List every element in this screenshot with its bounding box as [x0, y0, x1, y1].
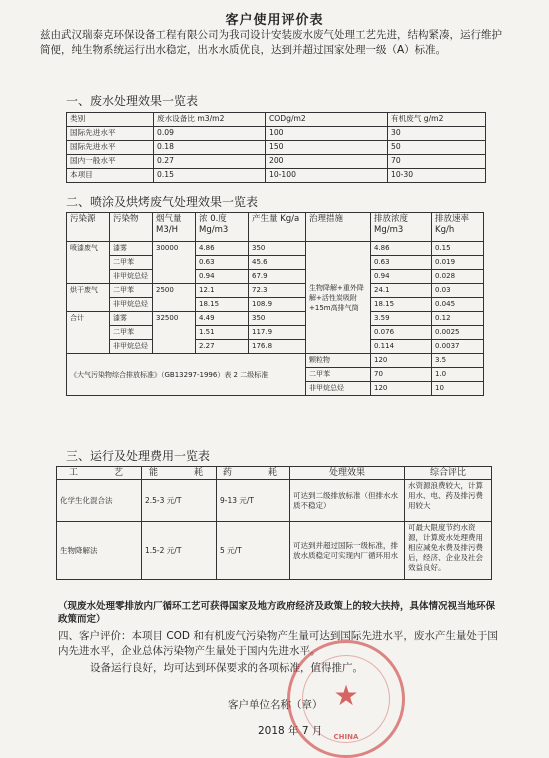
table-header-row: [57, 467, 492, 480]
cell: 150: [266, 141, 388, 155]
table-row: [67, 284, 484, 298]
cell: 200: [266, 155, 388, 169]
header-cell: 烟气量 M3/H: [153, 213, 196, 242]
cost-table: [56, 466, 492, 580]
cell: 非甲烷总烃: [110, 340, 153, 354]
cell: 二甲苯: [306, 368, 371, 382]
header-cell: 排放浓度 Mg/m3: [371, 213, 432, 242]
cell: 3.59: [371, 312, 432, 326]
cell: 120: [371, 354, 432, 368]
header-cell: 污染源: [67, 213, 110, 242]
section2-heading: 二、喷涂及烘烤废气处理效果一览表: [66, 195, 259, 209]
cell: 9-13 元/T: [217, 480, 290, 522]
cell: 非甲烷总烃: [110, 298, 153, 312]
cell: 0.09: [154, 127, 266, 141]
cell: 0.0025: [432, 326, 484, 340]
cell: 生物降解法: [57, 522, 142, 580]
table-row: [67, 312, 484, 326]
cell: 非甲烷总烃: [306, 382, 371, 396]
header-cell: 综合评比: [405, 467, 492, 480]
header-cell: 废水设备比 m3/m2: [154, 113, 266, 127]
cell: 108.9: [249, 298, 306, 312]
cell: 二甲苯: [110, 256, 153, 270]
cell: 国际先进水平: [67, 141, 154, 155]
cell: 24.1: [371, 284, 432, 298]
policy-note: （现废水处理零排放内厂循环工艺可获得国家及地方政府经济及政策上的较大扶持，具体情况视当地环保政策而定）: [58, 601, 496, 625]
cell: 非甲烷总烃: [110, 270, 153, 284]
cell: 0.27: [154, 155, 266, 169]
star-icon: ★: [333, 679, 359, 712]
header-cell: 能 耗: [142, 467, 217, 480]
flow-cell: 32500: [153, 312, 196, 354]
cell: 水资源浪费较大，计算用水、电、药及排污费用较大: [405, 480, 492, 522]
cell: 72.3: [249, 284, 306, 298]
flow-cell: 30000: [153, 242, 196, 284]
cell: 0.076: [371, 326, 432, 340]
table-row: [67, 155, 486, 169]
cell: 4.86: [371, 242, 432, 256]
cell: 0.18: [154, 141, 266, 155]
cell: 1.0: [432, 368, 484, 382]
standard-note: 《大气污染物综合排放标准》（GB13297-1996）表 2 二级标准: [67, 354, 306, 396]
cell: 0.028: [432, 270, 484, 284]
cell: 117.9: [249, 326, 306, 340]
cell: 0.114: [371, 340, 432, 354]
header-cell: 浓 0.度 Mg/m3: [196, 213, 249, 242]
exhaust-table: [66, 212, 484, 396]
cell: 50: [388, 141, 486, 155]
cell: 0.03: [432, 284, 484, 298]
cell: 可达到二级排放标准（但排水水质不稳定）: [290, 480, 405, 522]
cell: 颗粒物: [306, 354, 371, 368]
table-row: [57, 480, 492, 522]
table-row: [67, 127, 486, 141]
cell: 0.0037: [432, 340, 484, 354]
cell: 350: [249, 242, 306, 256]
cell: 5 元/T: [217, 522, 290, 580]
intro-paragraph: 兹由武汉瑞泰克环保设备工程有限公司为我司设计安装废水废气处理工艺先进，结构紧凑，运行维护简便，纯生物系统运行出水稳定，出水水质优良，达到并超过国家处理一级（A）标准。: [40, 29, 502, 56]
source-cell: 喷漆废气: [67, 242, 110, 284]
seal-text: CHINA: [333, 733, 359, 741]
cell: 0.94: [196, 270, 249, 284]
table-header-row: [67, 213, 484, 242]
cell: 45.6: [249, 256, 306, 270]
cell: 国际先进水平: [67, 127, 154, 141]
cell: 4.49: [196, 312, 249, 326]
cell: 30: [388, 127, 486, 141]
table-row: [67, 354, 484, 368]
table-row: [67, 326, 484, 340]
header-cell: 排放速率 Kg/h: [432, 213, 484, 242]
flow-cell: 2500: [153, 284, 196, 312]
source-cell: 烘干废气: [67, 284, 110, 312]
cell: 0.12: [432, 312, 484, 326]
cell: 0.63: [196, 256, 249, 270]
table-row: [67, 298, 484, 312]
cell: 漆雾: [110, 312, 153, 326]
cell: 化学生化混合法: [57, 480, 142, 522]
cell: 3.5: [432, 354, 484, 368]
cell: 可达到并超过国际一级标准，排放水质稳定可实现内厂循环用水: [290, 522, 405, 580]
header-cell: 药 耗: [217, 467, 290, 480]
table-header-row: [67, 113, 486, 127]
table-row: [67, 242, 484, 256]
cell: 70: [371, 368, 432, 382]
cell: 70: [388, 155, 486, 169]
section1-heading: 一、废水处理效果一览表: [66, 94, 199, 108]
client-name-label: 客户单位名称（章）: [228, 699, 323, 711]
table-row: [67, 340, 484, 354]
header-cell: 工 艺: [57, 467, 142, 480]
cell: 二甲苯: [110, 326, 153, 340]
cell: 176.8: [249, 340, 306, 354]
cell: 0.63: [371, 256, 432, 270]
cell: 2.27: [196, 340, 249, 354]
section3-heading: 三、运行及处理费用一览表: [66, 449, 211, 463]
header-cell: 治理措施: [306, 213, 371, 242]
table-row: [57, 522, 492, 580]
page-title: 客户使用评价表: [225, 13, 324, 28]
cell: 67.9: [249, 270, 306, 284]
cell: 1.5-2 元/T: [142, 522, 217, 580]
cell: 0.019: [432, 256, 484, 270]
cell: 2.5-3 元/T: [142, 480, 217, 522]
cell: 10-30: [388, 169, 486, 183]
header-cell: CODg/m2: [266, 113, 388, 127]
table-row: [67, 270, 484, 284]
cell: 1.51: [196, 326, 249, 340]
source-cell: 合计: [67, 312, 110, 354]
cell: 0.15: [154, 169, 266, 183]
company-seal: [287, 640, 405, 758]
measures-cell: 生物降解+重外降解+活性炭吸附+15m高排气筒: [306, 242, 371, 354]
cell: 120: [371, 382, 432, 396]
cell: 可最大限度节约水资源，计算废水处理费用相应减免水费及排污费后，经济、企业及社会效益良好。: [405, 522, 492, 580]
cell: 0.15: [432, 242, 484, 256]
header-cell: 污染物: [110, 213, 153, 242]
cell: 18.15: [371, 298, 432, 312]
cell: 4.86: [196, 242, 249, 256]
cell: 二甲苯: [110, 284, 153, 298]
header-cell: 类别: [67, 113, 154, 127]
table-row: [67, 256, 484, 270]
cell: 漆雾: [110, 242, 153, 256]
header-cell: 产生量 Kg/a: [249, 213, 306, 242]
cell: 10: [432, 382, 484, 396]
cell: 100: [266, 127, 388, 141]
cell: 0.045: [432, 298, 484, 312]
cell: 0.94: [371, 270, 432, 284]
date: 2018 年 7 月: [258, 725, 323, 737]
cell: 350: [249, 312, 306, 326]
cell: 国内一般水平: [67, 155, 154, 169]
client-evaluation: 四、客户评价：本项目 COD 和有机废气污染物产生量可达到国际先进水平，废水产生量处于国内先进水平，企业总体污染物产生量处于国内先进水平。: [58, 630, 498, 657]
evaluation-conclusion: 设备运行良好，均可达到环保要求的各项标准，值得推广。: [90, 662, 363, 674]
table-row: [67, 169, 486, 183]
header-cell: 处理效果: [290, 467, 405, 480]
header-cell: 有机废气 g/m2: [388, 113, 486, 127]
table-row: [67, 141, 486, 155]
cell: 本项目: [67, 169, 154, 183]
cell: 12.1: [196, 284, 249, 298]
cell: 18.15: [196, 298, 249, 312]
cell: 10-100: [266, 169, 388, 183]
wastewater-table: [66, 112, 486, 183]
